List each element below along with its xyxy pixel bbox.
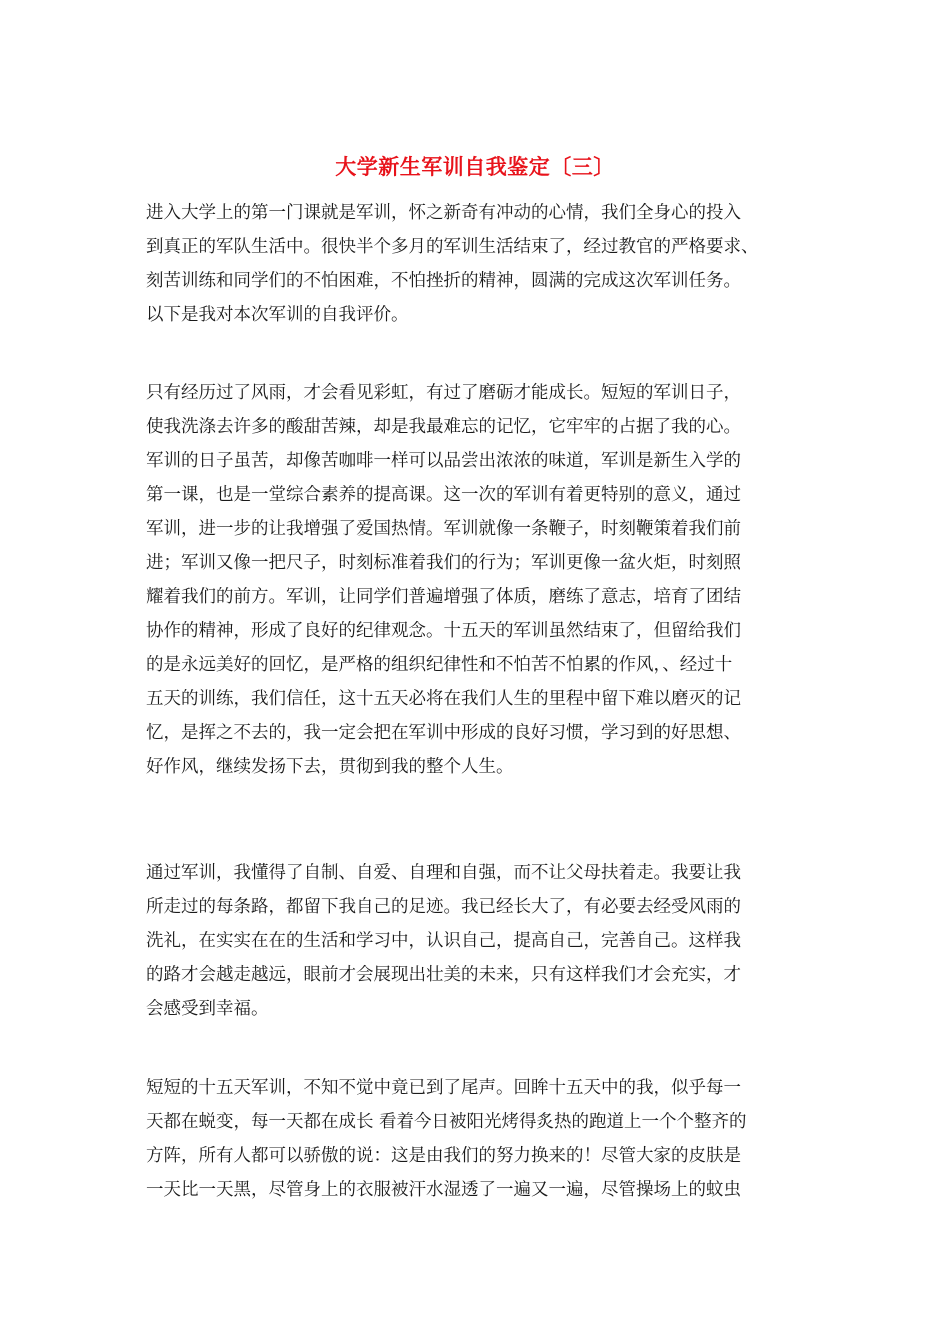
paragraph-line: 刻苦训练和同学们的不怕困难，不怕挫折的精神，圆满的完成这次军训任务。 <box>146 271 741 291</box>
paragraph-line: 忆，是挥之不去的，我一定会把在军训中形成的良好习惯，学习到的好思想、 <box>146 723 741 743</box>
paragraph-line: 军训的日子虽苦，却像苦咖啡一样可以品尝出浓浓的味道，军训是新生入学的 <box>146 451 741 471</box>
paragraph-line: 通过军训，我懂得了自制、自爱、自理和自强，而不让父母扶着走。我要让我 <box>146 863 741 883</box>
paragraph-line: 会感受到幸福。 <box>146 999 269 1019</box>
paragraph-line: 只有经历过了风雨，才会看见彩虹，有过了磨砺才能成长。短短的军训日子， <box>146 383 741 403</box>
paragraph-line: 的路才会越走越远，眼前才会展现出壮美的未来，只有这样我们才会充实，才 <box>146 965 741 985</box>
paragraph-line: 以下是我对本次军训的自我评价。 <box>146 305 409 325</box>
paragraph-line: 天都在蜕变，每一天都在成长 看着今日被阳光烤得炙热的跑道上一个个整齐的 <box>146 1112 747 1132</box>
paragraph-line: 使我洗涤去许多的酸甜苦辣，却是我最难忘的记忆，它牢牢的占据了我的心。 <box>146 417 741 437</box>
paragraph-1 <box>146 196 806 332</box>
paragraph-4 <box>146 1071 806 1207</box>
paragraph-line: 耀着我们的前方。军训，让同学们普遍增强了体质，磨练了意志，培育了团结 <box>146 587 741 607</box>
paragraph-line: 好作风，继续发扬下去，贯彻到我的整个人生。 <box>146 757 514 777</box>
paragraph-line: 一天比一天黑，尽管身上的衣服被汗水湿透了一遍又一遍，尽管操场上的蚊虫 <box>146 1180 741 1200</box>
paragraph-line: 洗礼，在实实在在的生活和学习中，认识自己，提高自己，完善自己。这样我 <box>146 931 741 951</box>
paragraph-line: 短短的十五天军训，不知不觉中竟已到了尾声。回眸十五天中的我，似乎每一 <box>146 1078 741 1098</box>
paragraph-2 <box>146 376 806 784</box>
paragraph-line: 协作的精神，形成了良好的纪律观念。十五天的军训虽然结束了，但留给我们 <box>146 621 741 641</box>
paragraph-line: 五天的训练，我们信任，这十五天必将在我们人生的里程中留下难以磨灭的记 <box>146 689 741 709</box>
document-title: 大学新生军训自我鉴定〔三〕 <box>335 154 615 179</box>
paragraph-line: 到真正的军队生活中。很快半个多月的军训生活结束了，经过教官的严格要求、 <box>146 237 759 257</box>
paragraph-line: 所走过的每条路，都留下我自己的足迹。我已经长大了，有必要去经受风雨的 <box>146 897 741 917</box>
paragraph-3 <box>146 856 806 1026</box>
paragraph-line: 第一课，也是一堂综合素养的提高课。这一次的军训有着更特别的意义，通过 <box>146 485 741 505</box>
paragraph-line: 军训，进一步的让我增强了爱国热情。军训就像一条鞭子，时刻鞭策着我们前 <box>146 519 741 539</box>
paragraph-line: 的是永远美好的回忆，是严格的组织纪律性和不怕苦不怕累的作风，、经过十 <box>146 655 733 675</box>
paragraph-line: 进；军训又像一把尺子，时刻标准着我们的行为；军训更像一盆火炬，时刻照 <box>146 553 741 573</box>
paragraph-line: 进入大学上的第一门课就是军训，怀之新奇有冲动的心情，我们全身心的投入 <box>146 203 741 223</box>
paragraph-line: 方阵，所有人都可以骄傲的说：这是由我们的努力换来的！尽管大家的皮肤是 <box>146 1146 741 1166</box>
